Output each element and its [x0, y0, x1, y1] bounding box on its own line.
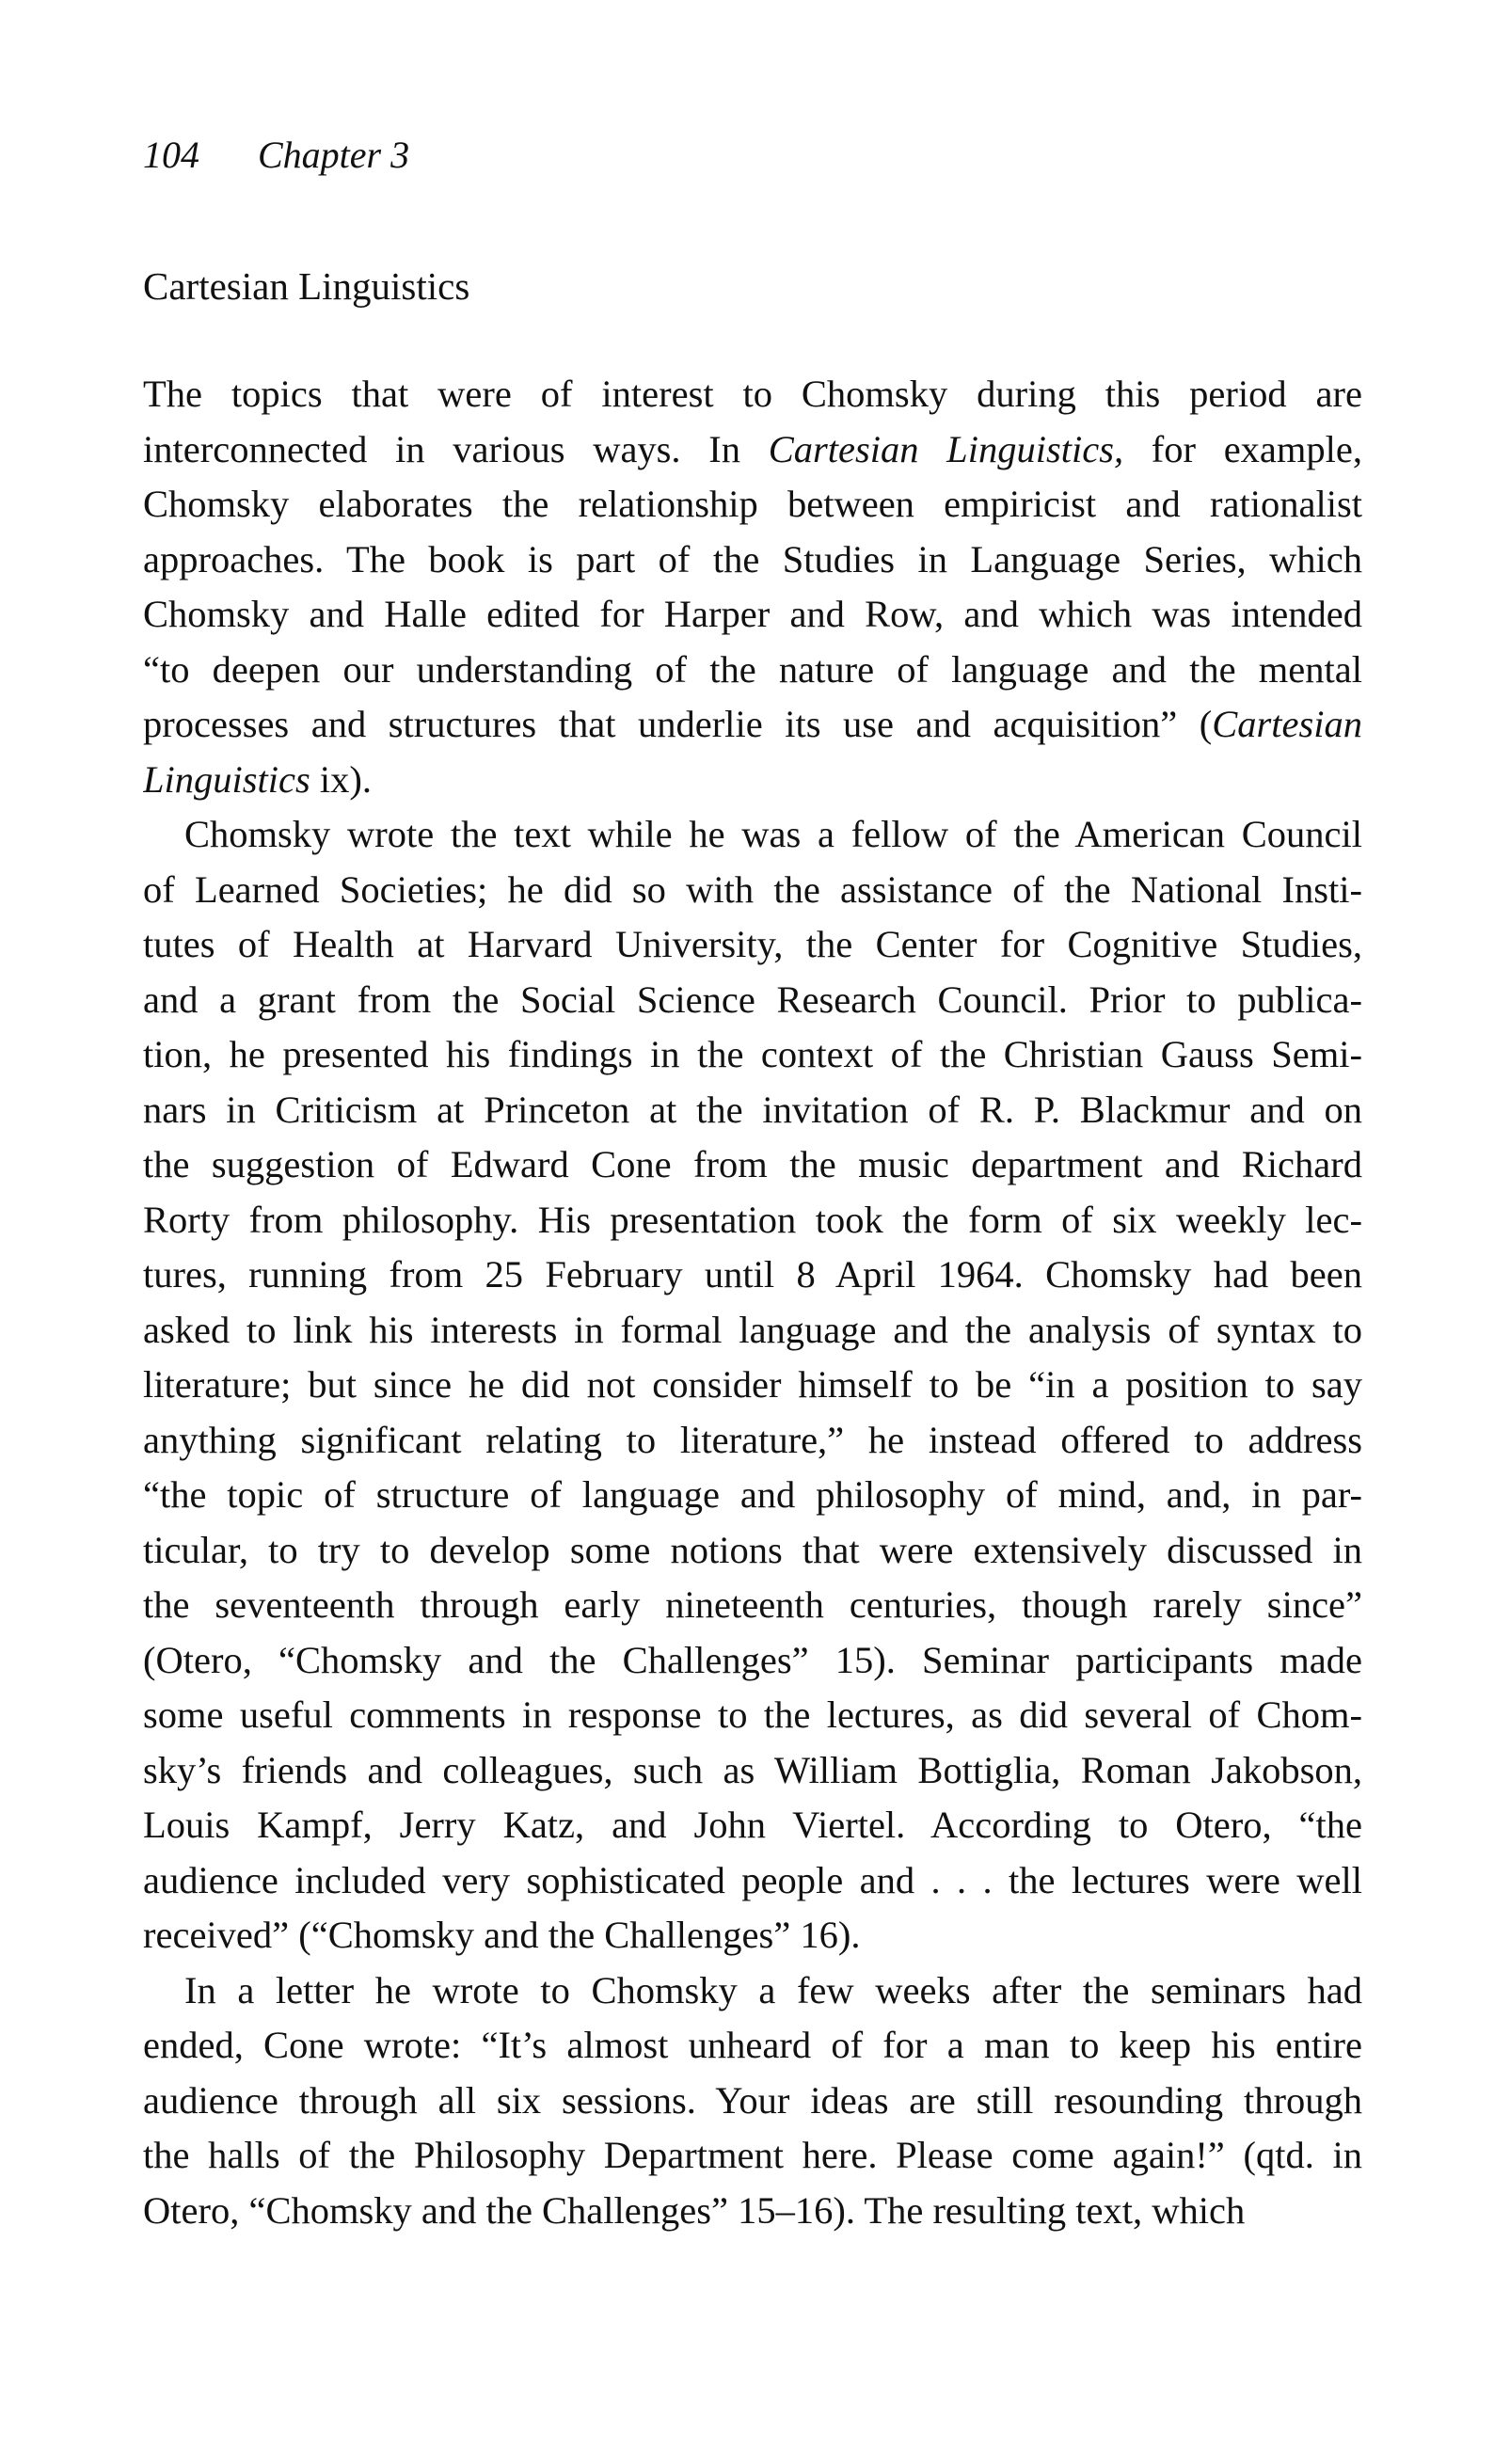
text-line: [143, 367, 1362, 422]
text-line: [143, 477, 1362, 533]
text-run: tures, running from 25 February until 8 April 1964. Chomsky had been: [143, 1253, 1362, 1296]
text-run: anything significant relating to literature,” he instead offered to address: [143, 1418, 1362, 1461]
text-line: [143, 1137, 1362, 1193]
text-line: [143, 1358, 1362, 1413]
text-line: [143, 973, 1362, 1028]
text-line: [143, 1798, 1362, 1853]
section-heading: Cartesian Linguistics: [143, 264, 470, 308]
text-line: [143, 2074, 1362, 2129]
text-line: [143, 807, 1362, 863]
text-line: [143, 1523, 1362, 1579]
text-line: [143, 1853, 1362, 1909]
text-run: audience included very sophisticated people and . . . the lectures were well: [143, 1858, 1362, 1901]
text-line: [143, 422, 1362, 478]
italic-run: Cartesian Linguistics,: [768, 427, 1124, 470]
text-run: “the topic of structure of language and philosophy of mind, and, in par-: [143, 1473, 1362, 1516]
text-run: (Otero, “Chomsky and the Challenges” 15). Seminar participants made: [143, 1638, 1362, 1681]
text-line: [143, 1303, 1362, 1359]
text-run: sky’s friends and colleagues, such as William Bottiglia, Roman Jakobson,: [143, 1748, 1362, 1791]
text-run: Chomsky elaborates the relationship between empiricist and rationalist: [143, 483, 1362, 525]
text-line: [143, 2128, 1362, 2184]
paragraph: [143, 807, 1362, 1963]
text-line: [143, 917, 1362, 973]
text-line: [143, 533, 1362, 588]
text-run: some useful comments in response to the lectures, as did several of Chom-: [143, 1693, 1362, 1736]
text-run: received” (“Chomsky and the Challenges” 16).: [143, 1914, 861, 1956]
text-run: the seventeenth through early nineteenth centuries, though rarely since”: [143, 1583, 1362, 1626]
text-run: nars in Criticism at Princeton at the invitation of R. P. Blackmur and on: [143, 1088, 1362, 1131]
text-run: the halls of the Philosophy Department here. Please come again!” (qtd. in: [143, 2134, 1362, 2176]
paragraph: [143, 1963, 1362, 2239]
text-run: ix).: [310, 757, 373, 801]
text-run: approaches. The book is part of the Studies in Language Series, which: [143, 537, 1362, 580]
text-run: for example,: [1123, 427, 1362, 470]
text-run: the suggestion of Edward Cone from the music department and Richard: [143, 1143, 1362, 1185]
text-run: audience through all six sessions. Your ideas are still resounding through: [143, 2078, 1362, 2122]
text-line: [143, 1688, 1362, 1743]
text-run: “to deepen our understanding of the nature of language and the mental: [143, 647, 1362, 691]
running-head: [143, 132, 409, 179]
text-line: [143, 1468, 1362, 1523]
text-run: Louis Kampf, Jerry Katz, and John Viertel. According to Otero, “the: [143, 1804, 1362, 1846]
text-run: and a grant from the Social Science Research Council. Prior to publica-: [143, 978, 1362, 1021]
text-line: [143, 1908, 1362, 1963]
text-line: [143, 1743, 1362, 1799]
text-line: [143, 1413, 1362, 1469]
text-line: [143, 863, 1362, 918]
text-line: [143, 1193, 1362, 1248]
text-line: [143, 2184, 1362, 2239]
text-run: In a letter he wrote to Chomsky a few weeks after the seminars had: [184, 1968, 1362, 2011]
text-run: Chomsky and Halle edited for Harper and Row, and which was intended: [143, 593, 1362, 635]
text-line: [143, 1083, 1362, 1138]
text-line: [143, 643, 1362, 698]
chapter-label: Chapter 3: [258, 134, 410, 176]
text-run: tion, he presented his findings in the context of the Christian Gauss Semi-: [143, 1033, 1362, 1075]
text-run: Otero, “Chomsky and the Challenges” 15–16). The resulting text, which: [143, 2188, 1246, 2232]
text-line: [143, 753, 1362, 808]
text-line: [143, 1027, 1362, 1083]
text-line: [143, 697, 1362, 753]
text-run: asked to link his interests in formal language and the analysis of syntax to: [143, 1308, 1362, 1351]
text-run: tutes of Health at Harvard University, the Center for Cognitive Studies,: [143, 923, 1362, 965]
text-run: literature; but since he did not consider himself to be “in a position to say: [143, 1363, 1362, 1406]
text-line: [143, 587, 1362, 643]
text-line: [143, 1633, 1362, 1689]
italic-run: Linguistics: [143, 757, 310, 801]
text-run: Rorty from philosophy. His presentation took the form of six weekly lec-: [143, 1198, 1362, 1241]
text-run: Chomsky wrote the text while he was a fellow of the American Council: [184, 813, 1362, 855]
text-line: [143, 2018, 1362, 2074]
text-run: The topics that were of interest to Chomsky during this period are: [143, 373, 1362, 415]
paragraph: [143, 367, 1362, 807]
text-run: processes and structures that underlie its use and acquisition” (: [143, 703, 1213, 745]
italic-run: Cartesian: [1212, 703, 1362, 745]
text-run: ticular, to try to develop some notions that were extensively discussed in: [143, 1528, 1362, 1571]
text-run: ended, Cone wrote: “It’s almost unheard of for a man to keep his entire: [143, 2024, 1362, 2066]
text-line: [143, 1578, 1362, 1633]
page-number: 104: [143, 134, 199, 176]
text-run: of Learned Societies; he did so with the assistance of the National Insti-: [143, 867, 1362, 911]
text-line: [143, 1248, 1362, 1303]
body-text: [143, 367, 1362, 2238]
text-line: [143, 1963, 1362, 2019]
text-run: interconnected in various ways. In: [143, 427, 769, 470]
